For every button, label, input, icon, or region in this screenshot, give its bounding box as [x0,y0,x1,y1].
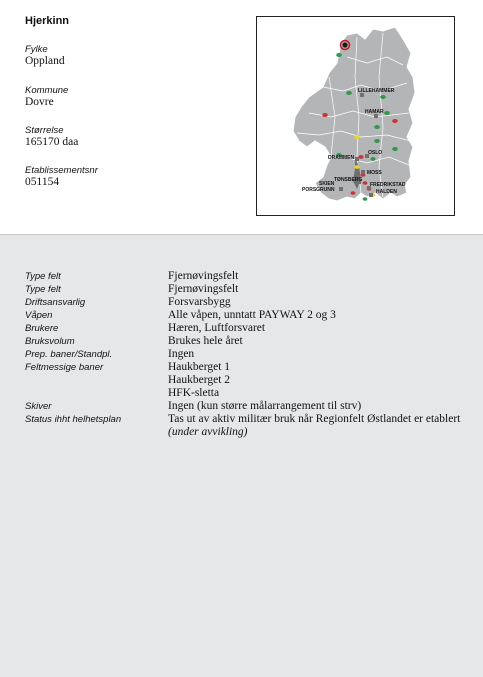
header-section [0,0,483,234]
detail-row [25,361,475,374]
marker-yellow [354,165,359,169]
detail-note: (under avvikling) [168,426,248,438]
meta-kommune [25,85,68,109]
detail-value-wrap [168,413,460,439]
detail-key: Feltmessige baner [25,362,104,373]
detail-row [25,283,475,296]
marker-green [374,139,380,143]
city-label-skien: SKIEN [319,181,335,187]
selected-marker [342,42,347,47]
marker-green [346,91,352,95]
detail-value: HFK-sletta [168,387,220,399]
marker-red [351,191,356,195]
detail-key: Type felt [25,271,61,282]
meta-fylke [25,44,65,68]
marker-red [358,155,363,159]
detail-value: Forsvarsbygg [168,296,231,308]
meta-label: Fylke [25,44,48,55]
details-table [25,270,475,439]
detail-value: Haukberget 1 [168,361,231,373]
marker-green [392,147,398,151]
city-square [361,170,365,174]
city-label-drammen: DRAMMEN [328,155,355,161]
detail-value: Alle våpen, unntatt PAYWAY 2 og 3 [168,309,336,321]
detail-row [25,400,475,413]
page-title: Hjerkinn [25,15,70,27]
detail-row [25,413,475,439]
meta-storrelse [25,125,78,149]
detail-value: Haukberget 2 [168,374,231,386]
marker-red [363,181,368,185]
detail-value: Fjernøvingsfelt [168,283,239,295]
city-label-oslo: OSLO [368,150,383,156]
marker-green [336,53,342,57]
marker-green [363,197,368,201]
meta-value: 051154 [25,176,60,188]
detail-key: Status ihht helhetsplan [25,414,122,425]
meta-etablissementsnr [25,165,98,189]
detail-value: Ingen (kun større målarrangement til strv) [168,400,362,412]
meta-value: Dovre [25,96,54,108]
meta-label: Størrelse [25,125,64,136]
marker-red [322,113,328,117]
detail-key [25,387,168,400]
city-label-halden: HALDEN [376,189,397,195]
detail-row [25,296,475,309]
marker-green [380,95,386,99]
marker-red [392,119,398,123]
detail-key: Type felt [25,284,61,295]
detail-key: Prep. baner/Standpl. [25,349,113,360]
detail-key: Bruksvolum [25,336,75,347]
detail-key: Våpen [25,310,53,321]
marker-green [374,125,380,129]
meta-label: Kommune [25,85,69,96]
detail-row [25,309,475,322]
detail-row [25,322,475,335]
meta-value: Oppland [25,55,65,67]
marker-green [370,157,375,161]
marker-yellow [354,135,360,139]
marker-green [384,111,390,115]
city-label-hamar: HAMAR [365,109,384,115]
meta-label: Etablissementsnr [25,165,98,176]
city-square [355,157,359,161]
city-square [339,187,343,191]
detail-row [25,335,475,348]
detail-row [25,374,475,387]
detail-value: Fjernøvingsfelt [168,270,239,282]
city-label-moss: MOSS [367,170,382,176]
detail-row [25,387,475,400]
city-label-tonsberg: TØNSBERG [334,177,363,183]
detail-key: Driftsansvarlig [25,297,86,308]
detail-row [25,348,475,361]
city-square [369,193,373,197]
city-label-lillehammer: LILLEHAMMER [358,88,395,94]
location-map [256,16,455,216]
city-label-fredrikstad: FREDRIKSTAD [370,182,406,188]
map-svg [257,17,454,215]
detail-value: Ingen [168,348,195,360]
detail-key: Brukere [25,323,59,334]
detail-value: Brukes hele året [168,335,243,347]
detail-row [25,270,475,283]
detail-key [25,374,168,387]
detail-key: Skiver [25,401,52,412]
detail-value: Hæren, Luftforsvaret [168,322,266,334]
map-region [293,27,415,201]
city-label-porsgrunn: PORSGRUNN [302,187,335,193]
meta-value: 165170 daa [25,136,79,148]
detail-value: Tas ut av aktiv militær bruk når Regionfelt Østlandet er etablert [168,413,461,425]
